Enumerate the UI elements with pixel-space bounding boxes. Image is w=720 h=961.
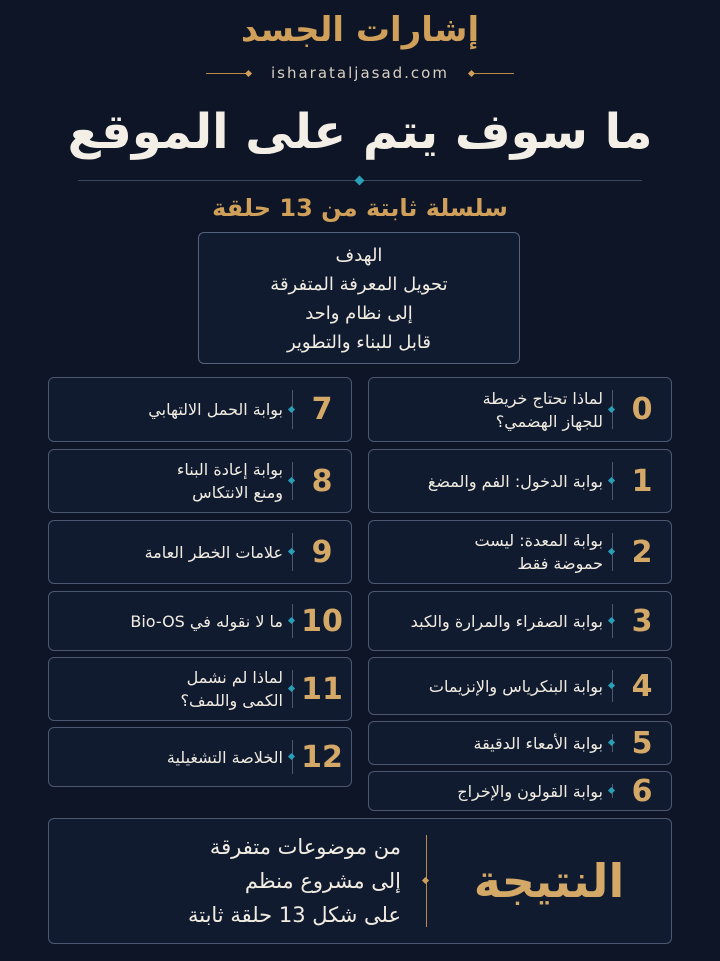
episode-title-line: ما لا نقوله في Bio-OS	[130, 611, 283, 631]
goal-line: تحويل المعرفة المتفرقة	[270, 274, 448, 295]
episode-title	[379, 378, 603, 441]
episode-title	[59, 728, 283, 786]
episode-title-line: بوابة الحمل الالتهابي	[148, 400, 283, 419]
episode-card-3	[368, 591, 672, 651]
goal-heading: الهدف	[335, 245, 383, 266]
episode-number: 9	[311, 534, 333, 570]
episode-separator	[292, 390, 293, 429]
episode-number: 2	[631, 534, 653, 570]
episode-title	[59, 521, 283, 583]
episode-number: 10	[301, 603, 343, 639]
episode-separator	[612, 390, 613, 429]
episode-card-11	[48, 657, 352, 721]
episode-separator	[612, 604, 613, 638]
episode-title-line: الكمى واللمف؟	[180, 691, 283, 710]
goal-box	[198, 232, 520, 364]
episode-card-1	[368, 449, 672, 513]
episode-title	[59, 378, 283, 441]
episode-title-line: الخلاصة التشغيلية	[166, 747, 283, 767]
site-url: isharataljasad.com	[271, 64, 449, 82]
episode-number: 11	[301, 671, 343, 707]
episode-number: 1	[631, 463, 653, 499]
brand-title: إشارات الجسد	[240, 10, 480, 50]
episode-card-2	[368, 520, 672, 584]
episode-title	[59, 592, 283, 650]
episode-card-6	[368, 771, 672, 811]
episode-card-5	[368, 721, 672, 765]
episode-title-line: لماذا لم نشمل	[186, 668, 283, 687]
page-title: ما سوف يتم على الموقع	[67, 104, 653, 160]
episode-number: 5	[631, 725, 653, 761]
episode-card-4	[368, 657, 672, 715]
episode-title	[379, 521, 603, 583]
result-line: على شكل 13 حلقة ثابتة	[187, 903, 401, 927]
episode-separator	[612, 734, 613, 752]
episode-number: 7	[311, 392, 333, 427]
episode-title	[379, 772, 603, 810]
result-line: إلى مشروع منظم	[244, 869, 401, 893]
episode-title-line: حموضة فقط	[517, 554, 603, 573]
episode-separator	[612, 533, 613, 571]
episode-title	[379, 658, 603, 714]
episode-number: 4	[631, 668, 653, 704]
episode-separator	[292, 533, 293, 571]
episode-card-8	[48, 449, 352, 513]
episode-card-9	[48, 520, 352, 584]
diamond-icon	[355, 176, 365, 186]
episode-separator	[612, 784, 613, 798]
result-separator	[426, 835, 427, 927]
episode-separator	[292, 670, 293, 708]
episode-title	[379, 722, 603, 764]
episode-separator	[612, 462, 613, 500]
episode-card-7	[48, 377, 352, 442]
series-subtitle: سلسلة ثابتة من 13 حلقة	[212, 194, 508, 222]
episode-title-line: بوابة القولون والإخراج	[457, 781, 603, 801]
title-divider	[78, 180, 642, 181]
episode-title	[379, 450, 603, 512]
episode-separator	[612, 670, 613, 702]
episode-title-line: بوابة إعادة البناء	[176, 460, 283, 479]
episode-title	[59, 450, 283, 512]
goal-line: إلى نظام واحد	[305, 303, 413, 324]
result-box	[48, 818, 672, 944]
site-line	[200, 62, 520, 86]
episode-number: 6	[631, 773, 653, 809]
episode-title-line: علامات الخطر العامة	[144, 542, 283, 562]
episode-title	[59, 658, 283, 720]
episode-separator	[292, 604, 293, 638]
episode-title	[379, 592, 603, 650]
episode-card-0	[368, 377, 672, 442]
episode-card-10	[48, 591, 352, 651]
episode-title-line: بوابة الصفراء والمرارة والكبد	[410, 611, 603, 631]
divider-line	[474, 73, 514, 74]
episode-separator	[292, 462, 293, 500]
goal-line: قابل للبناء والتطوير	[286, 332, 432, 353]
episode-number: 12	[301, 739, 343, 775]
episode-card-12	[48, 727, 352, 787]
result-line: من موضوعات متفرقة	[209, 835, 401, 859]
episode-title-line: بوابة الدخول: الفم والمضغ	[427, 471, 603, 491]
result-label: النتيجة	[473, 854, 625, 908]
episode-number: 3	[631, 603, 653, 639]
episode-title-line: بوابة البنكرياس والإنزيمات	[428, 676, 603, 696]
episode-number: 8	[311, 463, 333, 499]
episode-title-line: بوابة المعدة: ليست	[474, 531, 603, 550]
result-text	[59, 819, 401, 943]
episode-title-line: للجهاز الهضمي؟	[495, 411, 603, 431]
episode-title-line: لماذا تحتاج خريطة	[482, 388, 603, 408]
episode-title-line: بوابة الأمعاء الدقيقة	[473, 733, 603, 753]
episode-separator	[292, 740, 293, 774]
episode-number: 0	[631, 392, 653, 427]
episode-title-line: ومنع الانتكاس	[192, 483, 283, 502]
